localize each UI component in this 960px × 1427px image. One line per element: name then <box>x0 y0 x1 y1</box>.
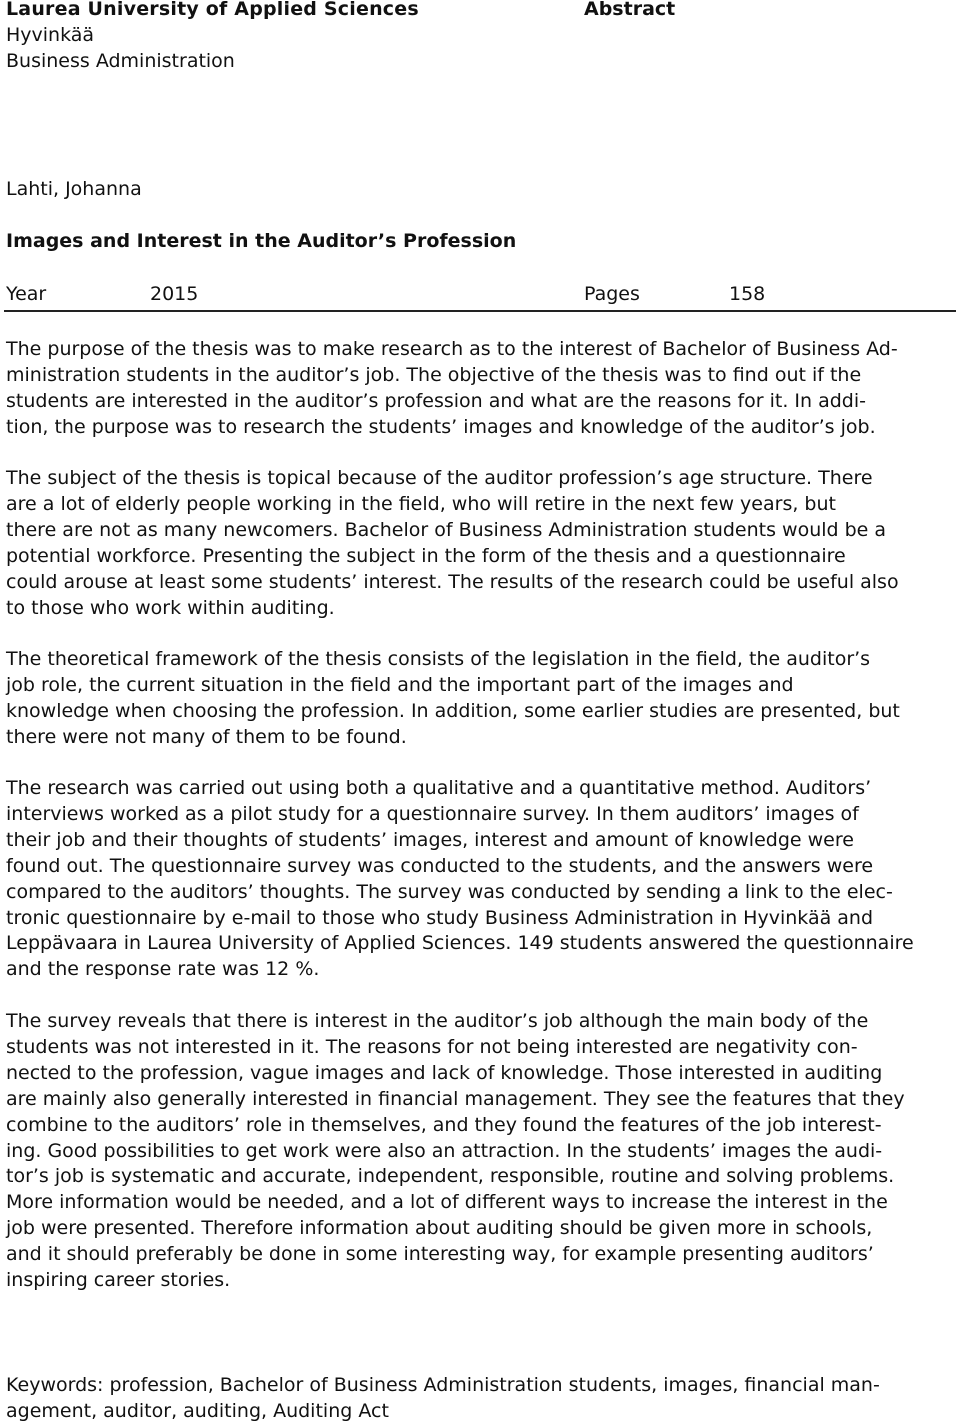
text-line: tor’s job is systematic and accurate, independent, responsible, routine and solving problems. <box>6 1165 895 1188</box>
text-line: job role, the current situation in the field and the important part of the images and <box>6 673 794 696</box>
campus-name: Hyvinkää <box>6 24 95 46</box>
text-line: More information would be needed, and a lot of different ways to increase the interest in the <box>6 1191 888 1214</box>
keywords-line: Keywords: profession, Bachelor of Business Administration students, images, financial man- <box>6 1374 880 1396</box>
header-divider <box>4 310 956 312</box>
text-line: their job and their thoughts of students’ images, interest and amount of knowledge were <box>6 828 854 851</box>
text-line: inspiring career stories. <box>6 1269 231 1292</box>
text-line: compared to the auditors’ thoughts. The survey was conducted by sending a link to the elec- <box>6 880 893 903</box>
university-name: Laurea University of Applied Sciences <box>6 0 419 20</box>
text-line: knowledge when choosing the profession. In addition, some earlier studies are presented, but <box>6 699 900 722</box>
abstract-paragraph-topicality <box>6 466 956 621</box>
text-line: interviews worked as a pilot study for a questionnaire survey. In them auditors’ images of <box>6 802 859 825</box>
text-line: The subject of the thesis is topical because of the auditor profession’s age structure. There <box>6 467 873 489</box>
text-line: ing. Good possibilities to get work were also an attraction. In the students’ images the audi- <box>6 1139 883 1162</box>
pages-label: Pages <box>584 283 640 305</box>
text-line: to those who work within auditing. <box>6 596 335 619</box>
abstract-paragraph-framework <box>6 647 956 751</box>
text-line: nected to the profession, vague images and lack of knowledge. Those interested in auditing <box>6 1061 883 1084</box>
text-line: students are interested in the auditor’s profession and what are the reasons for it. In addi- <box>6 389 867 412</box>
thesis-title: Images and Interest in the Auditor’s Profession <box>6 230 517 252</box>
year-label: Year <box>6 283 47 305</box>
keywords <box>6 1373 956 1425</box>
text-line: tion, the purpose was to research the students’ images and knowledge of the auditor’s job. <box>6 415 876 438</box>
text-line: there are not as many newcomers. Bachelor of Business Administration students would be a <box>6 518 887 541</box>
degree-programme: Business Administration <box>6 50 235 72</box>
text-line: are a lot of elderly people working in the field, who will retire in the next few years, but <box>6 492 836 515</box>
text-line: The theoretical framework of the thesis consists of the legislation in the field, the auditor’s <box>6 648 871 670</box>
year-value: 2015 <box>150 283 199 305</box>
text-line: job were presented. Therefore information about auditing should be given more in schools, <box>6 1217 873 1240</box>
abstract-paragraph-results <box>6 1009 956 1294</box>
pages-value: 158 <box>729 283 766 305</box>
text-line: Leppävaara in Laurea University of Applied Sciences. 149 students answered the questionnaire <box>6 932 914 955</box>
text-line: ministration students in the auditor’s job. The objective of the thesis was to find out if the <box>6 363 862 386</box>
text-line: are mainly also generally interested in financial management. They see the features that they <box>6 1087 905 1110</box>
document-type-label: Abstract <box>584 0 676 20</box>
text-line: tronic questionnaire by e-mail to those who study Business Administration in Hyvinkää and <box>6 906 874 929</box>
text-line: there were not many of them to be found. <box>6 725 407 748</box>
text-line: The research was carried out using both a qualitative and a quantitative method. Auditors’ <box>6 777 872 799</box>
text-line: The survey reveals that there is interest in the auditor’s job although the main body of the <box>6 1010 869 1032</box>
text-line: found out. The questionnaire survey was conducted to the students, and the answers were <box>6 854 874 877</box>
text-line: and it should preferably be done in some interesting way, for example presenting auditors’ <box>6 1243 874 1266</box>
text-line: and the response rate was 12 %. <box>6 958 320 981</box>
text-line: could arouse at least some students’ interest. The results of the research could be useful also <box>6 570 899 593</box>
author-name: Lahti, Johanna <box>6 178 142 200</box>
abstract-paragraph-method <box>6 776 956 983</box>
keywords-line: agement, auditor, auditing, Auditing Act <box>6 1399 389 1422</box>
text-line: The purpose of the thesis was to make research as to the interest of Bachelor of Business Ad- <box>6 338 898 360</box>
abstract-paragraph-purpose <box>6 337 956 441</box>
text-line: potential workforce. Presenting the subject in the form of the thesis and a questionnaire <box>6 544 846 567</box>
text-line: students was not interested in it. The reasons for not being interested are negativity con- <box>6 1035 858 1058</box>
text-line: combine to the auditors’ role in themselves, and they found the features of the job interest- <box>6 1113 882 1136</box>
